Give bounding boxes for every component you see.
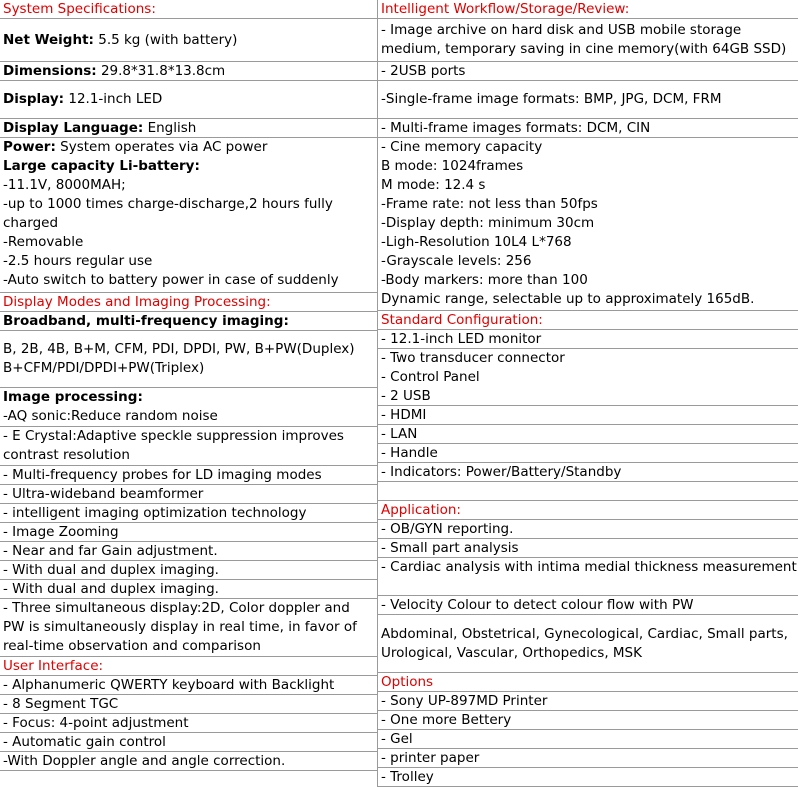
cine-memory-label: - Cine memory capacity — [381, 139, 543, 155]
cine-memory-cell — [378, 138, 798, 311]
system-specifications-header: System Specifications: — [0, 0, 377, 19]
display-label: Display: — [3, 91, 65, 107]
display-language-label: Display Language: — [3, 120, 144, 136]
three-simultaneous-text: - Three simultaneous display:2D, Color doppler and PW is simultaneously display in real time, in favor of real-time observation and comparison — [3, 600, 357, 654]
velocity-row: - Velocity Colour to detect colour flow with PW — [378, 596, 798, 615]
power-value: System operates via AC power — [55, 139, 268, 155]
empty-cell — [378, 482, 798, 501]
ui-item: - Focus: 4-point adjustment — [0, 714, 377, 733]
single-frame-text: -Single-frame image formats: BMP, JPG, DCM, FRM — [381, 91, 722, 107]
battery-line: -up to 1000 times charge-discharge,2 hours fully charged — [3, 196, 333, 231]
cine-detail: -Ligh-Resolution 10L4 L*768 — [381, 234, 572, 250]
feature-row: - With dual and duplex imaging. — [0, 561, 377, 580]
config-item: - 12.1-inch LED monitor — [378, 330, 798, 349]
battery-line: -Auto switch to battery power in case of suddenly — [3, 272, 339, 288]
left-column — [0, 0, 377, 771]
display-language-row — [0, 119, 377, 138]
dimensions-label: Dimensions: — [3, 63, 97, 79]
imaging-modes-line: B, 2B, 4B, B+M, CFM, PDI, DPDI, PW, B+PW(Duplex) — [3, 341, 355, 357]
display-row — [0, 81, 377, 119]
imaging-modes-line: B+CFM/PDI/DPDI+PW(Triplex) — [3, 360, 205, 376]
usb-ports-row: - 2USB ports — [378, 62, 798, 81]
aq-sonic-text: -AQ sonic:Reduce random noise — [3, 408, 218, 424]
config-item: - Two transducer connector — [381, 350, 565, 366]
battery-line: -2.5 hours regular use — [3, 253, 153, 269]
option-item: - Trolley — [378, 768, 798, 787]
config-item: - 2 USB — [381, 388, 431, 404]
feature-row: - Multi-frequency probes for LD imaging modes — [0, 466, 377, 485]
cine-detail: -Grayscale levels: 256 — [381, 253, 532, 269]
ui-item: - Alphanumeric QWERTY keyboard with Backlight — [0, 676, 377, 695]
image-processing-cell — [0, 388, 377, 427]
config-item: - Handle — [378, 444, 798, 463]
application-item: - Small part analysis — [378, 539, 798, 558]
clinical-areas-cell — [378, 615, 798, 673]
net-weight-value: 5.5 kg (with battery) — [93, 31, 238, 48]
battery-line: -Removable — [3, 234, 84, 250]
ui-item: - Automatic gain control — [0, 733, 377, 752]
image-processing-label: Image processing: — [3, 389, 143, 405]
option-item: - One more Bettery — [378, 711, 798, 730]
ui-item: -With Doppler angle and angle correction. — [0, 752, 377, 771]
display-value: 12.1-inch LED — [64, 91, 163, 107]
multi-frame-row: - Multi-frame images formats: DCM, CIN — [378, 119, 798, 138]
display-language-value: English — [143, 120, 197, 136]
cine-detail: Dynamic range, selectable up to approximately 165dB. — [381, 291, 755, 307]
config-item: - HDMI — [378, 406, 798, 425]
display-modes-header: Display Modes and Imaging Processing: — [0, 293, 377, 312]
feature-row: - Image Zooming — [0, 523, 377, 542]
feature-row: - With dual and duplex imaging. — [0, 580, 377, 599]
clinical-areas-text: Abdominal, Obstetrical, Gynecological, Cardiac, Small parts, Urological, Vascular, Orthopedics, MSK — [381, 625, 788, 661]
feature-row: - Near and far Gain adjustment. — [0, 542, 377, 561]
option-item: - printer paper — [378, 749, 798, 768]
cine-detail: -Display depth: minimum 30cm — [381, 215, 595, 231]
net-weight-label: Net Weight: — [3, 31, 94, 48]
archive-cell — [378, 19, 798, 62]
standard-configuration-header: Standard Configuration: — [378, 311, 798, 330]
battery-line: -11.1V, 8000MAH; — [3, 177, 126, 193]
options-header: Options — [378, 673, 798, 692]
feature-row: - intelligent imaging optimization technology — [0, 504, 377, 523]
ui-item: - 8 Segment TGC — [0, 695, 377, 714]
net-weight-row — [0, 19, 377, 62]
archive-text: - Image archive on hard disk and USB mobile storage medium, temporary saving in cine memory(with 64GB SSD) — [381, 22, 787, 57]
workflow-header: Intelligent Workflow/Storage/Review: — [378, 0, 798, 19]
imaging-modes-cell — [0, 331, 377, 388]
cine-detail: M mode: 12.4 s — [381, 177, 486, 193]
application-item: - OB/GYN reporting. — [378, 520, 798, 539]
config-item: - Control Panel — [381, 369, 480, 385]
dimensions-row — [0, 62, 377, 81]
battery-label: Large capacity Li-battery: — [3, 158, 200, 174]
e-crystal-text: - E Crystal:Adaptive speckle suppression improves contrast resolution — [3, 428, 344, 463]
cine-detail: B mode: 1024frames — [381, 158, 524, 174]
e-crystal-cell — [0, 427, 377, 466]
application-header: Application: — [378, 501, 798, 520]
user-interface-header: User Interface: — [0, 657, 377, 676]
cardiac-text: - Cardiac analysis with intima medial thickness measurement — [381, 559, 797, 575]
dimensions-value: 29.8*31.8*13.8cm — [96, 63, 226, 79]
right-column — [377, 0, 798, 787]
three-simultaneous-cell — [0, 599, 377, 657]
single-frame-row — [378, 81, 798, 119]
cine-detail: -Body markers: more than 100 — [381, 272, 588, 288]
config-group — [378, 349, 798, 406]
power-and-battery-block — [0, 138, 377, 292]
feature-row: - Ultra-wideband beamformer — [0, 485, 377, 504]
cardiac-cell — [378, 558, 798, 596]
config-item: - LAN — [378, 425, 798, 444]
option-item: - Gel — [378, 730, 798, 749]
cine-detail: -Frame rate: not less than 50fps — [381, 196, 598, 212]
power-label: Power: — [3, 139, 56, 155]
option-item: - Sony UP-897MD Printer — [378, 692, 798, 711]
config-item: - Indicators: Power/Battery/Standby — [378, 463, 798, 482]
broadband-label: Broadband, multi-frequency imaging: — [0, 312, 377, 331]
